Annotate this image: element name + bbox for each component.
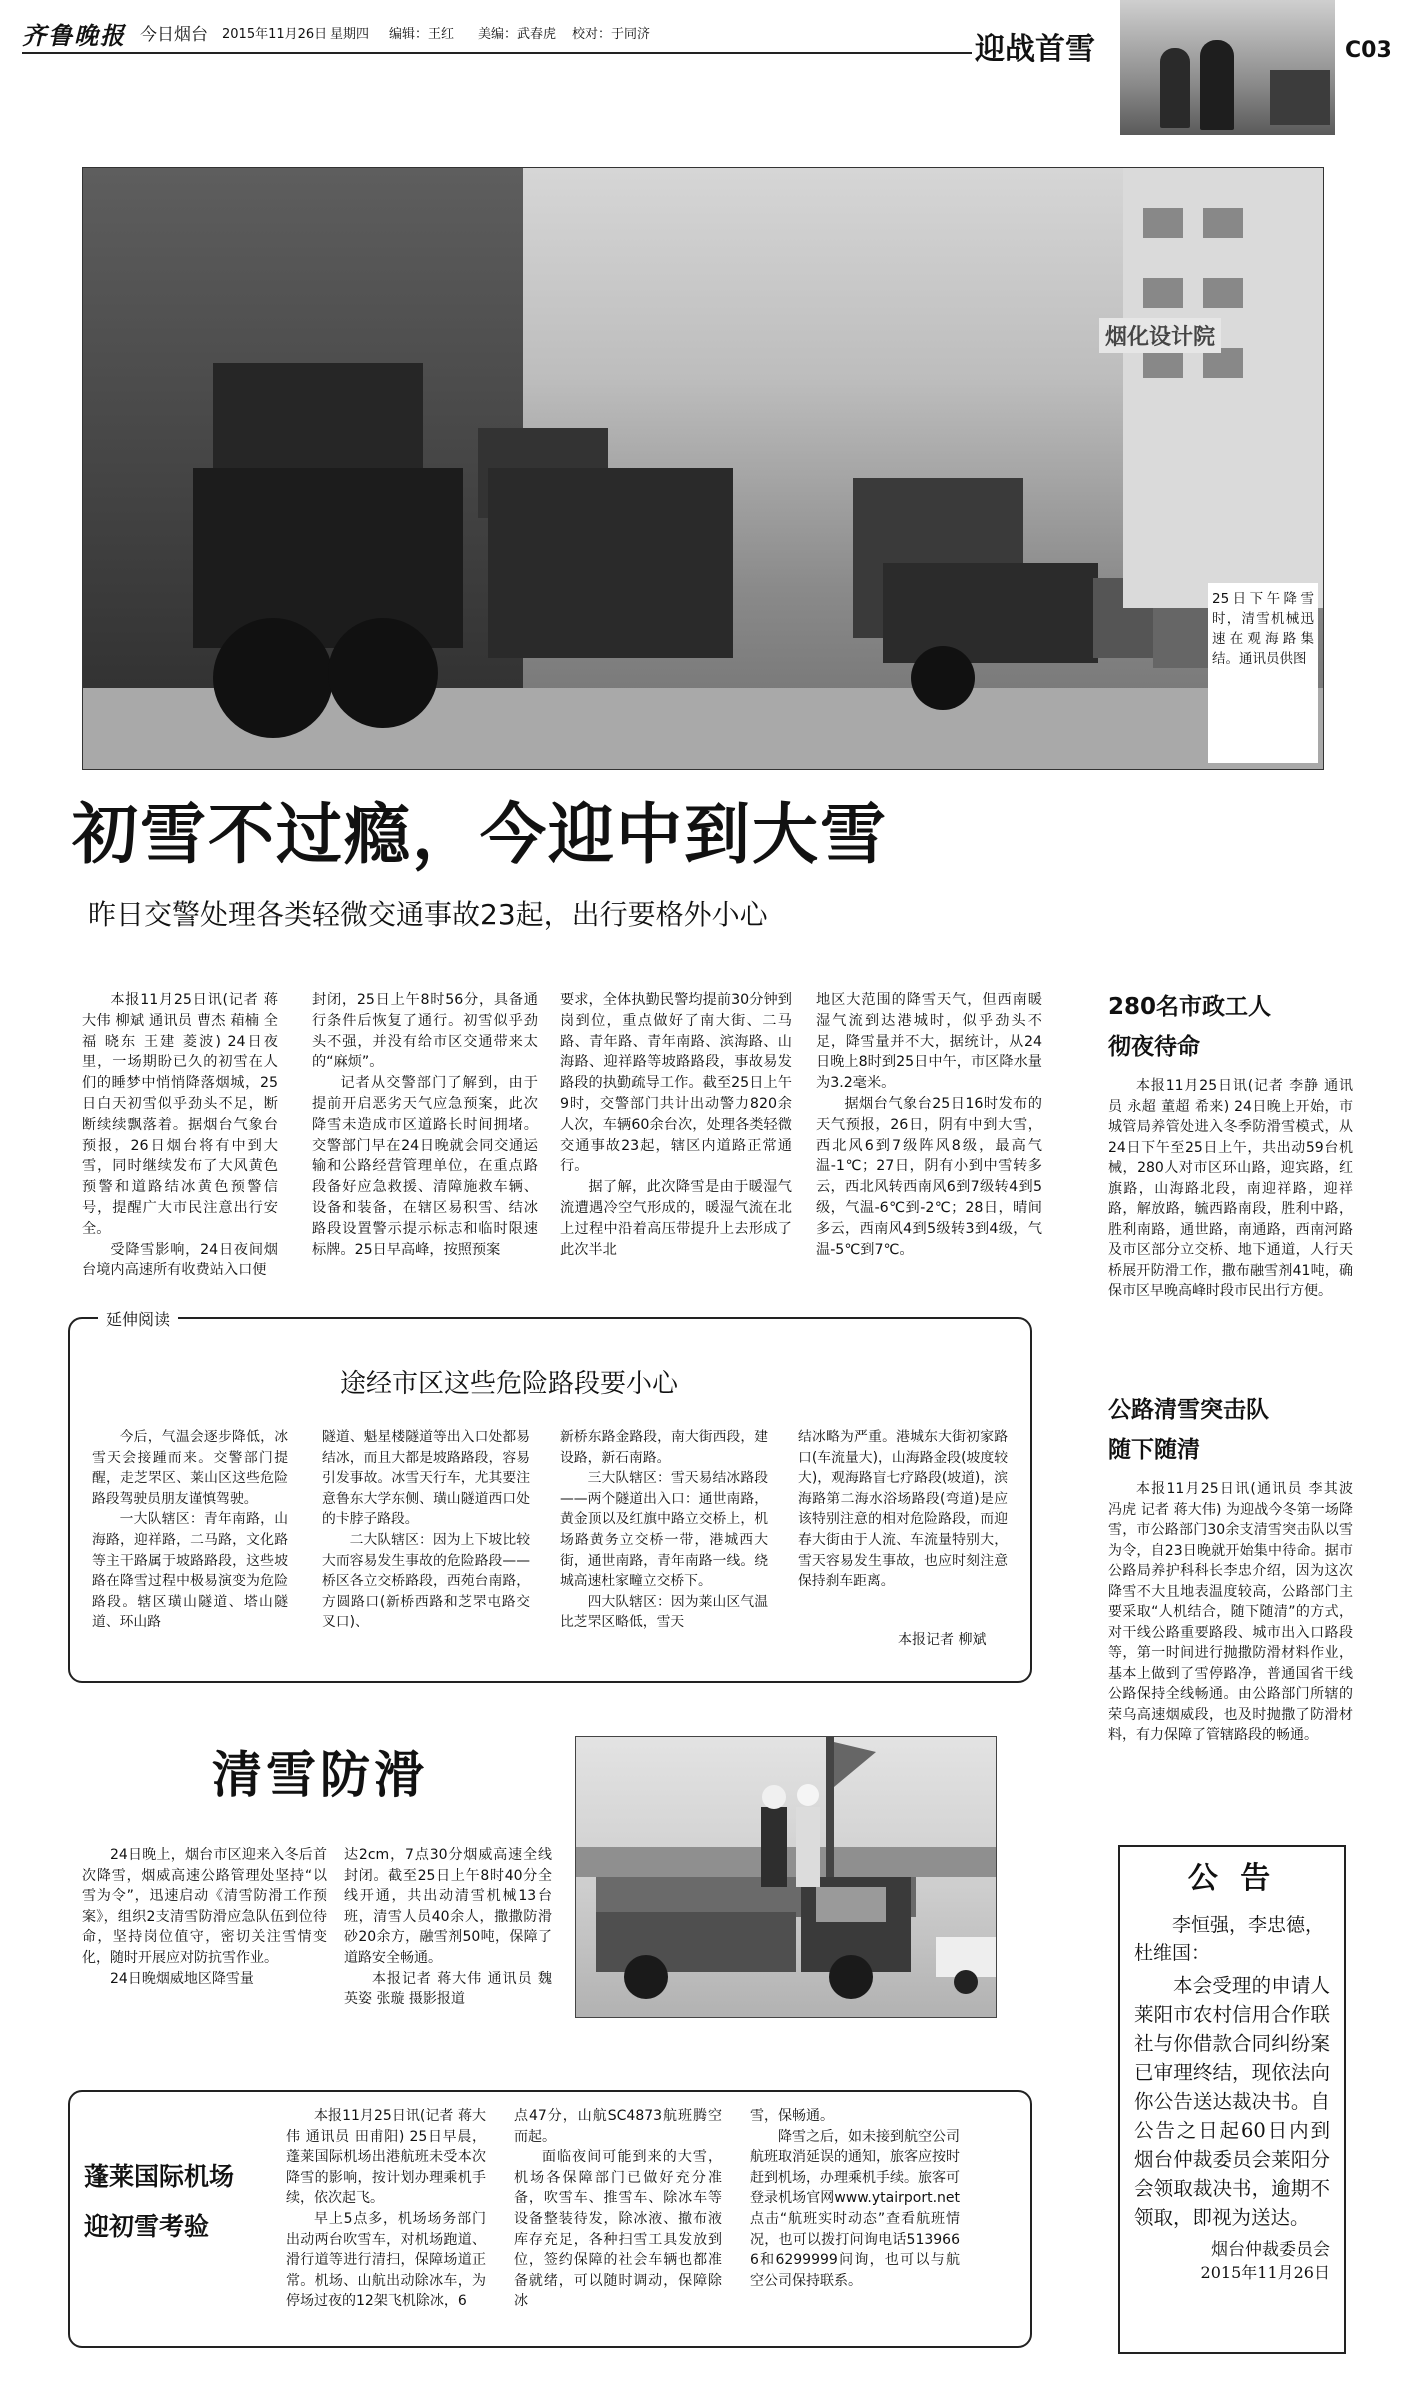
sidebar-municipal-story xyxy=(1108,990,1353,1302)
extended-reading-paragraph: 三大队辖区：雪天易结冰路段——两个隧道出入口：通世南路，黄金顶以及红旗中路立交桥上，机场路黄务立交桥一带，港城西大街，通世南路，青年南路一线。绕城高速杜家疃立交桥下。 xyxy=(560,1470,768,1590)
extended-reading-paragraph: 隧道、魁星楼隧道等出入口处都易结冰，而且大都是坡路路段，容易引发事故。冰雪天行车，尤其要注意鲁东大学东侧、璜山隧道西口处的卡脖子路段。 xyxy=(322,1429,530,1528)
extended-reading-title: 途经市区这些危险路段要小心 xyxy=(340,1369,679,1399)
snow-section-paragraph: 达2cm，7点30分烟威高速全线封闭。截至25日上午8时40分全线开通，共出动清雪机械13台班，清雪人员40余人，撒撒防滑砂20余方，融雪剂50吨，保障了道路安全畅通。 xyxy=(344,1847,552,1966)
notice-signer: 烟台仲裁委员会 xyxy=(1211,2240,1330,2260)
sidebar-municipal-text xyxy=(1108,1076,1353,1302)
masthead-editor: 编辑：王红 xyxy=(389,27,455,42)
main-article-paragraph: 据了解，此次降雪是由于暖湿气流遭遇冷空气形成的，暖湿气流在北上过程中沿着高压带提升上去形成了此次半北 xyxy=(560,1179,792,1258)
sidebar-highway-heading-line1: 公路清雪突击队 xyxy=(1108,1397,1269,1423)
snow-machinery-illustration xyxy=(83,168,1323,769)
snow-section-col1 xyxy=(82,1845,327,1989)
extended-reading-paragraph: 新桥东路金路段，南大街西段，建设路，新石南路。 xyxy=(560,1429,768,1466)
snow-section-title: 清雪防滑 xyxy=(212,1746,428,1804)
snow-section-col2 xyxy=(344,1845,552,2010)
extended-reading-col4 xyxy=(798,1427,1008,1592)
paper-name-logo: 齐鲁晚报 xyxy=(22,21,126,50)
notice-addressee: 李恒强，李忠德，杜维国： xyxy=(1134,1914,1325,1964)
snow-truck-illustration xyxy=(576,1737,996,2017)
main-article-paragraph: 封闭，25日上午8时56分，具备通行条件后恢复了通行。初雪似乎劲头不强，并没有给市区交通带来太的“麻烦”。 xyxy=(312,992,538,1071)
section-title: 迎战首雪 xyxy=(975,32,1095,67)
sidebar-highway-paragraph: 本报11月25日讯(通讯员 李其波 冯虎 记者 蒋大伟) 为迎战今冬第一场降雪，市公路部门30余支清雪突击队以雪为令，自23日晚就开始集中待命。据市公路局养护科科长李忠介绍，因为这次降雪不大且地表温度较高，公路部门主要采取“人机结合，随下随清”的方式，对干线公路重要路段、城市出入口路段等，第一时间进行抛撒防滑材料作业，基本上做到了雪停路净，普通国省干线公路保持全线畅通。由公路部门所辖的荣乌高速烟威段，也及时抛撒了防滑材料，有力保障了管辖路段的畅通。 xyxy=(1108,1481,1353,1743)
main-article-col2 xyxy=(312,990,538,1260)
airport-paragraph: 早上5点多，机场场务部门出动两台吹雪车，对机场跑道、滑行道等进行清扫，保障场道正常。机场、山航出动除冰车，为停场过夜的12架飞机除冰，6 xyxy=(286,2210,486,2310)
extended-reading-byline: 本报记者 柳斌 xyxy=(898,1632,987,1648)
extended-reading-col2 xyxy=(322,1427,530,1633)
extended-reading-paragraph: 二大队辖区：因为上下坡比较大而容易发生事故的危险路段——桥区各立交桥路段，西苑台南路，方圆路口(新桥西路和芝罘屯路交叉口)、 xyxy=(322,1531,530,1631)
main-subheadline: 昨日交警处理各类轻微交通事故23起，出行要格外小心 xyxy=(88,898,768,931)
main-article-col1 xyxy=(82,990,278,1281)
top-photo-caption xyxy=(1208,583,1318,763)
extended-reading-paragraph: 一大队辖区：青年南路，山海路，迎祥路，二马路，文化路等主干路属于坡路路段，这些坡路在降雪过程中极易演变为危险路段。辖区璜山隧道、塔山隧道、环山路 xyxy=(92,1511,288,1631)
notice-date: 2015年11月26日 xyxy=(1200,2263,1330,2282)
sidebar-municipal-paragraph: 本报11月25日讯(记者 李静 通讯员 永超 董超 希来) 24日晚上开始，市城管局养管处进入冬季防滑雪模式，从24日下午至25日上午，共出动59台机械，280人对市区环山路，迎宾路，红旗路，山海路北段，南迎祥路，迎祥路，解放路，毓西路南段，胜利中路，胜利南路，通世路，南通路，西南河路及市区部分立交桥、地下通道，人行天桥展开防滑工作，撒布融雪剂41吨，确保市区早晚高峰时段市民出行方便。 xyxy=(1108,1078,1353,1299)
main-article-paragraph: 要求，全体执勤民警均提前30分钟到岗到位，重点做好了南大街、二马路、青年路、青年南路、滨海路、山海路、迎祥路等坡路路段，事故易发路段的执勤疏导工作。截至25日上午9时，交警部门共计出动警力820余人次，车辆60余台次，处理各类轻微交通事故23起，辖区内道路正常通行。 xyxy=(560,992,792,1175)
extended-reading-tag: 延伸阅读 xyxy=(98,1307,178,1330)
building-sign-text: 烟化设计院 xyxy=(1099,318,1221,353)
snow-section-paragraph: 本报记者 蒋大伟 通讯员 魏英姿 张璇 摄影报道 xyxy=(344,1970,552,2008)
airport-heading-line2: 迎初雪考验 xyxy=(84,2212,210,2241)
airport-paragraph: 本报11月25日讯(记者 蒋大伟 通讯员 田甫阳) 25日早晨，蓬莱国际机场出港航班未受本次降雪的影响，按计划办理乘机手续，依次起飞。 xyxy=(286,2108,486,2207)
top-photo-caption-text: 25日下午降雪时，清雪机械迅速在观海路集结。通讯员供图 xyxy=(1212,591,1314,667)
main-article-paragraph: 据烟台气象台25日16时发布的天气预报，26日，阴有中到大雪，西北风6到7级阵风8级，最高气温-1℃；27日，阴有小到中雪转多云，西北风转西南风6到7级转4到5级，气温-6℃到-2℃；28日，晴间多云，西南风4到5级转3到4级，气温-5℃到7℃。 xyxy=(816,1095,1042,1258)
sidebar-highway-story xyxy=(1108,1393,1353,1746)
main-headline: 初雪不过瘾，今迎中到大雪 xyxy=(72,796,888,873)
snow-section-paragraph: 24日晚上，烟台市区迎来入冬后首次降雪，烟威高速公路管理处坚持“以雪为令”，迅速启动《清雪防滑工作预案》，组织2支清雪防滑应急队伍到位待命，坚持岗位值守，密切关注雪情变化，随时开展应对防抗雪作业。 xyxy=(82,1847,327,1966)
masthead-rule xyxy=(22,52,972,54)
extended-reading-col3 xyxy=(560,1427,768,1633)
snow-section-paragraph: 24日晚烟威地区降雪量 xyxy=(110,1970,254,1987)
airport-heading-line1: 蓬莱国际机场 xyxy=(84,2162,235,2191)
airport-paragraph: 面临夜间可能到来的大雪，机场各保障部门已做好充分准备，吹雪车、推雪车、除冰车等设备整装待发，除冰液、撤布液库存充足，各种扫雪工具发放到位，签约保障的社会车辆也都准备就绪，可以随时调动，保障除冰 xyxy=(514,2149,722,2310)
masthead-designer: 美编：武春虎 xyxy=(478,27,557,42)
airport-col3 xyxy=(750,2106,960,2291)
masthead-weekday: 星期四 xyxy=(330,27,370,42)
airport-col1 xyxy=(286,2106,486,2312)
sidebar-municipal-heading-line2: 彻夜待命 xyxy=(1108,1034,1200,1060)
extended-reading-paragraph: 今后，气温会逐步降低，冰雪天会接踵而来。交警部门提醒，走芝罘区、莱山区这些危险路段驾驶员朋友谨慎驾驶。 xyxy=(92,1429,288,1507)
extended-reading-col1 xyxy=(92,1427,288,1633)
main-article-paragraph: 本报11月25日讯(记者 蒋大伟 柳斌 通讯员 曹杰 葙楠 全福 晓东 王建 菱波) 24日夜里，一场期盼已久的初雪在人们的睡梦中悄悄降落烟城，25日白天初雪似乎劲头不足，断断续续飘落着。据烟台气象台预报，26日烟台将有中到大雪，同时继续发布了大风黄色预警和道路结冰黄色预警信号，提醒广大市民注意出行安全。 xyxy=(82,992,278,1237)
top-photo xyxy=(82,167,1324,770)
extended-reading-paragraph: 结冰略为严重。港城东大街初家路口(车流量大)，山海路金段(坡度较大)，观海路盲七疗路段(坡道)，滨海路第二海水浴场路段(弯道)是应该特别注意的相对危险路段，而迎春大街由于人流、车流量特别大，雪天容易发生事故，也应时刻注意保持刹车距离。 xyxy=(798,1429,1008,1590)
airport-box xyxy=(68,2090,1032,2348)
snow-truck-photo xyxy=(575,1736,997,2018)
notice-body: 本会受理的申请人莱阳市农村信用合作联社与你借款合同纠纷案已审理终结，现依法向你公告送达裁决书。自公告之日起60日内到烟台仲裁委员会莱阳分会领取裁决书，逾期不领取，即视为送达。 xyxy=(1134,1974,1330,2229)
masthead-proofreader: 校对：于同济 xyxy=(572,27,651,42)
extended-reading-paragraph: 四大队辖区：因为莱山区气温比芝罘区略低，雪天 xyxy=(560,1593,768,1631)
sidebar-municipal-heading-line1: 280名市政工人 xyxy=(1108,994,1272,1020)
sidebar-highway-text xyxy=(1108,1479,1353,1746)
extended-reading-box xyxy=(68,1310,1032,1683)
main-article-col4 xyxy=(816,990,1042,1260)
masthead-date: 2015年11月26日 xyxy=(222,27,328,42)
edition-label: 今日烟台 xyxy=(140,25,208,45)
masthead-winter-image xyxy=(1120,0,1335,135)
notice-title: 公 告 xyxy=(1187,1861,1277,1896)
sidebar-highway-heading-line2: 随下随清 xyxy=(1108,1437,1200,1463)
notice-box xyxy=(1118,1845,1346,2354)
airport-paragraph: 点47分，山航SC4873航班腾空而起。 xyxy=(514,2108,722,2145)
masthead xyxy=(0,0,1417,68)
main-article-paragraph: 地区大范围的降雪天气，但西南暖湿气流到达港城时，似乎劲头不足，降雪量并不大，据统计，从24日晚上8时到25日中午，市区降水量为3.2毫米。 xyxy=(816,992,1042,1092)
main-article-col3 xyxy=(560,990,792,1260)
airport-col2 xyxy=(514,2106,722,2312)
page-number: C03 xyxy=(1345,38,1392,63)
main-article-paragraph: 受降雪影响，24日夜间烟台境内高速所有收费站入口便 xyxy=(82,1241,278,1279)
main-article-paragraph: 记者从交警部门了解到，由于提前开启恶劣天气应急预案，此次降雪未造成市区道路长时间拥堵。交警部门早在24日晚就会同交通运输和公路经营管理单位，在重点路段备好应急救援、清障施救车辆、设备和装备，在辖区易积雪、结冰路段设置警示提示标志和临时限速标牌。25日早高峰，按照预案 xyxy=(312,1075,538,1258)
airport-paragraph: 降雪之后，如未接到航空公司航班取消延误的通知，旅客应按时赶到机场，办理乘机手续。旅客可登录机场官网www.ytairport.net点击“航班实时动态”查看航班情况，也可以拨打问询电话5139666和6299999问询，也可以与航空公司保持联系。 xyxy=(750,2128,960,2289)
airport-paragraph: 雪，保畅通。 xyxy=(750,2108,834,2124)
